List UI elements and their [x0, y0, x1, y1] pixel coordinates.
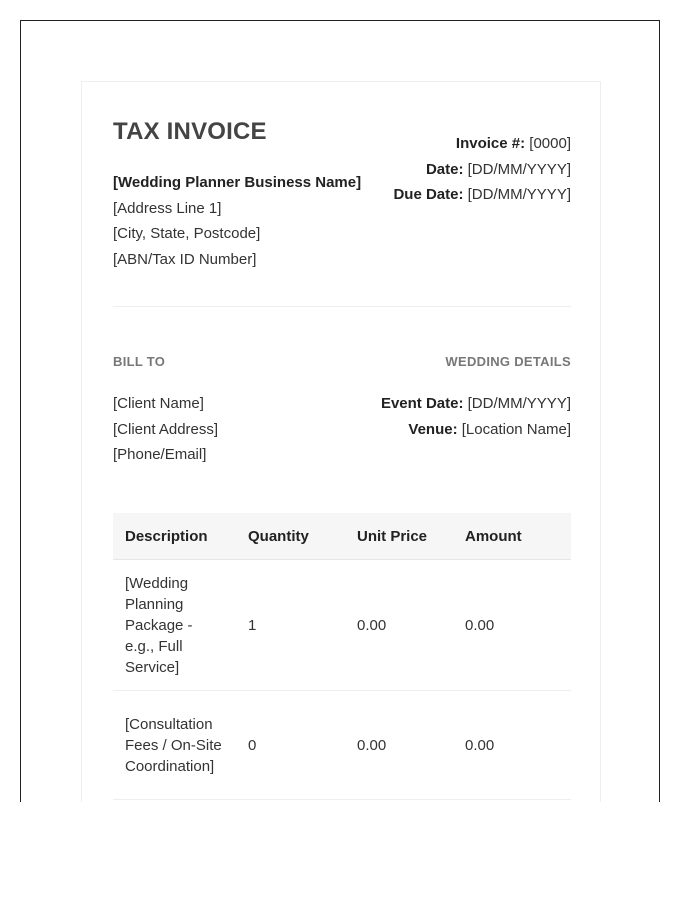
row-amount: 0.00: [453, 560, 571, 691]
column-header-quantity: Quantity: [236, 513, 345, 560]
bill-to-block: [113, 391, 218, 468]
invoice-number-value: [0000]: [529, 135, 571, 152]
wedding-details-block: [381, 391, 571, 442]
due-date-label: Due Date:: [393, 186, 464, 203]
client-name: [Client Name]: [113, 395, 204, 412]
document-page: [20, 20, 660, 802]
venue-row: [381, 417, 571, 443]
event-date-value: [DD/MM/YYYY]: [467, 395, 571, 412]
invoice-header: [113, 82, 571, 306]
row-quantity: 0: [236, 691, 345, 800]
column-header-unit-price: Unit Price: [345, 513, 453, 560]
table-row: [113, 560, 571, 691]
invoice-card: [81, 81, 601, 802]
invoice-date-value: [DD/MM/YYYY]: [467, 160, 571, 178]
invoice-number-row: [393, 131, 571, 157]
invoice-number-label: Invoice #:: [455, 135, 526, 152]
row-unit-price: 0.00: [345, 691, 453, 800]
wedding-details-heading: WEDDING DETAILS: [445, 354, 571, 369]
business-city-state-postcode: [City, State, Postcode]: [113, 225, 261, 242]
column-header-description: Description: [113, 513, 236, 560]
invoice-date-row: [393, 157, 571, 183]
bill-to-heading: BILL TO: [113, 354, 166, 369]
client-address: [Client Address]: [113, 420, 219, 438]
business-name: [Wedding Planner Business Name]: [113, 174, 362, 191]
row-quantity: 1: [236, 560, 345, 691]
column-header-amount: Amount: [453, 513, 571, 560]
header-divider: [113, 306, 571, 307]
invoice-title: TAX INVOICE: [113, 118, 267, 145]
client-phone-email: [Phone/Email]: [113, 446, 207, 463]
table-header-row: [113, 513, 571, 560]
due-date-row: [393, 182, 571, 208]
due-date-value: [DD/MM/YYYY]: [467, 186, 571, 203]
row-description: [Consultation Fees / On-Site Coordination]: [113, 691, 236, 800]
invoice-content: [113, 82, 571, 775]
venue-value: [Location Name]: [461, 420, 571, 438]
row-unit-price: 0.00: [345, 560, 453, 691]
business-tax-id: [ABN/Tax ID Number]: [113, 250, 257, 268]
row-description: [Wedding Planning Package - e.g., Full Service]: [113, 560, 236, 691]
invoice-date-label: Date:: [425, 160, 464, 178]
business-address-line1: [Address Line 1]: [113, 199, 222, 217]
line-items-table: [113, 513, 571, 800]
row-amount: 0.00: [453, 691, 571, 800]
table-row: [113, 691, 571, 800]
event-date-label: Event Date:: [380, 395, 464, 412]
venue-label: Venue:: [408, 420, 458, 438]
invoice-meta: [393, 131, 571, 208]
event-date-row: [381, 391, 571, 417]
business-info: [113, 170, 361, 272]
